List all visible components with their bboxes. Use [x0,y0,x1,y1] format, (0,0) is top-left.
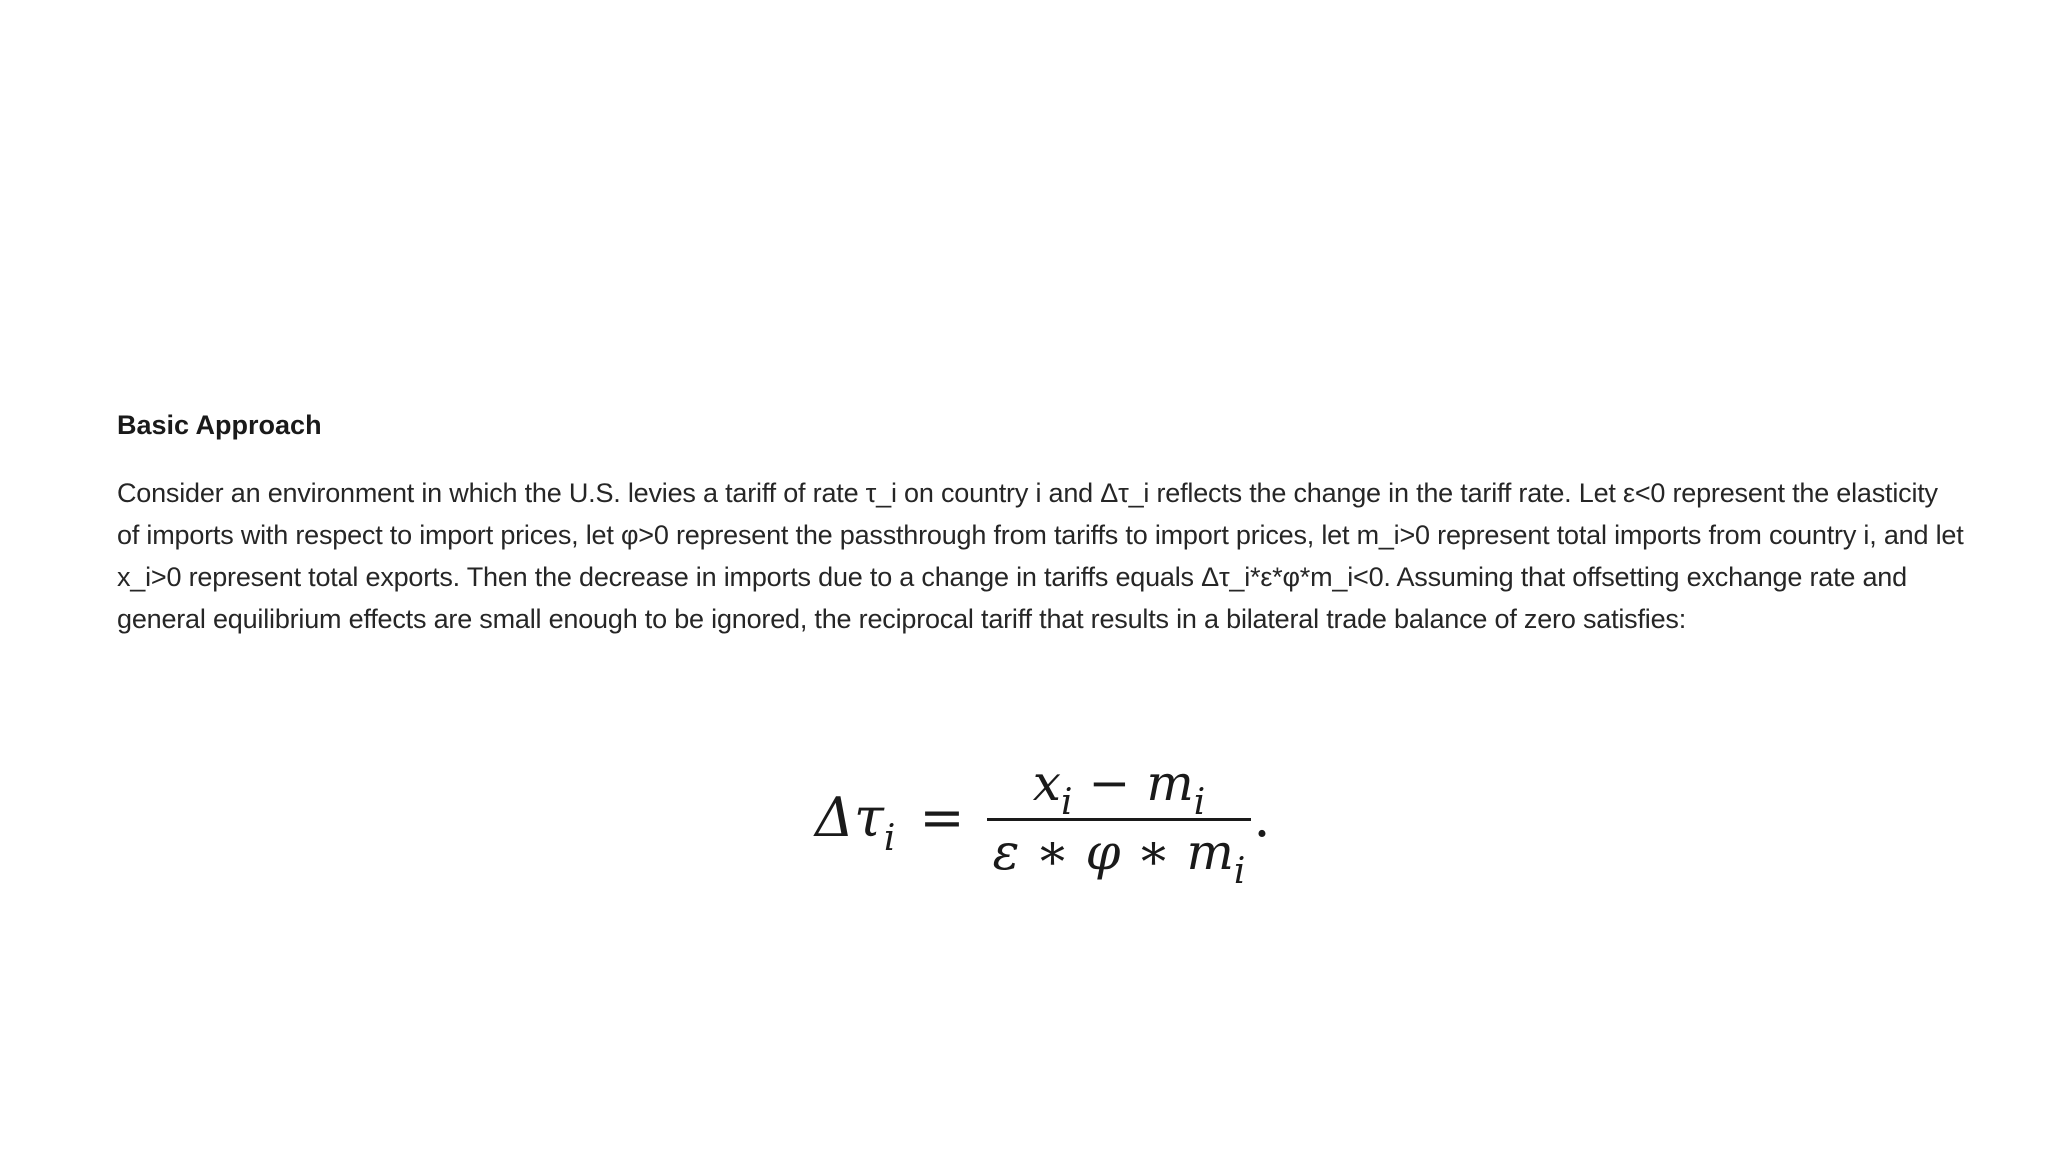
numerator-term-x: x [1032,753,1061,812]
numerator-minus: − [1088,753,1131,812]
numerator-term-m: m [1146,753,1194,812]
denominator-term-phi: φ [1085,822,1121,881]
formula-period: . [1253,785,1271,849]
fraction-bar [987,818,1252,821]
denominator-term-m-subscript: i [1233,850,1246,892]
formula-denominator [987,822,1252,892]
denominator-times-1: ∗ [1035,822,1070,881]
formula-fraction [987,753,1252,892]
formula-lhs-symbol: Δτ [815,785,884,849]
tariff-formula [815,742,1271,892]
numerator-term-x-subscript: i [1060,781,1073,823]
denominator-term-m: m [1186,822,1234,881]
formula-lhs [815,785,896,859]
denominator-term-epsilon: ε [992,822,1020,881]
document-body [117,408,1967,640]
section-paragraph: Consider an environment in which the U.S. levies a tariff of rate τ_i on country i and Δτ_i reflects the change in the tariff rate. Let ε<0 represent the elasticity of imports with respect to import prices, let φ>0 represent the passthrough from tariffs to import prices, let m_i>0 represent total imports from country i, and let x_i>0 represent total exports. Then the decrease in imports due to a change in tariffs equals Δτ_i*ε*φ*m_i<0. Assuming that offsetting exchange rate and general equilibrium effects are small enough to be ignored, the reciprocal tariff that results in a bilateral trade balance of zero satisfies: [117,478,1964,634]
formula-numerator [1027,753,1212,823]
formula-lhs-subscript: i [883,817,896,859]
section-heading: Basic Approach [117,410,322,440]
denominator-times-2: ∗ [1136,822,1171,881]
numerator-term-m-subscript: i [1193,781,1206,823]
formula-equals: = [919,785,965,849]
